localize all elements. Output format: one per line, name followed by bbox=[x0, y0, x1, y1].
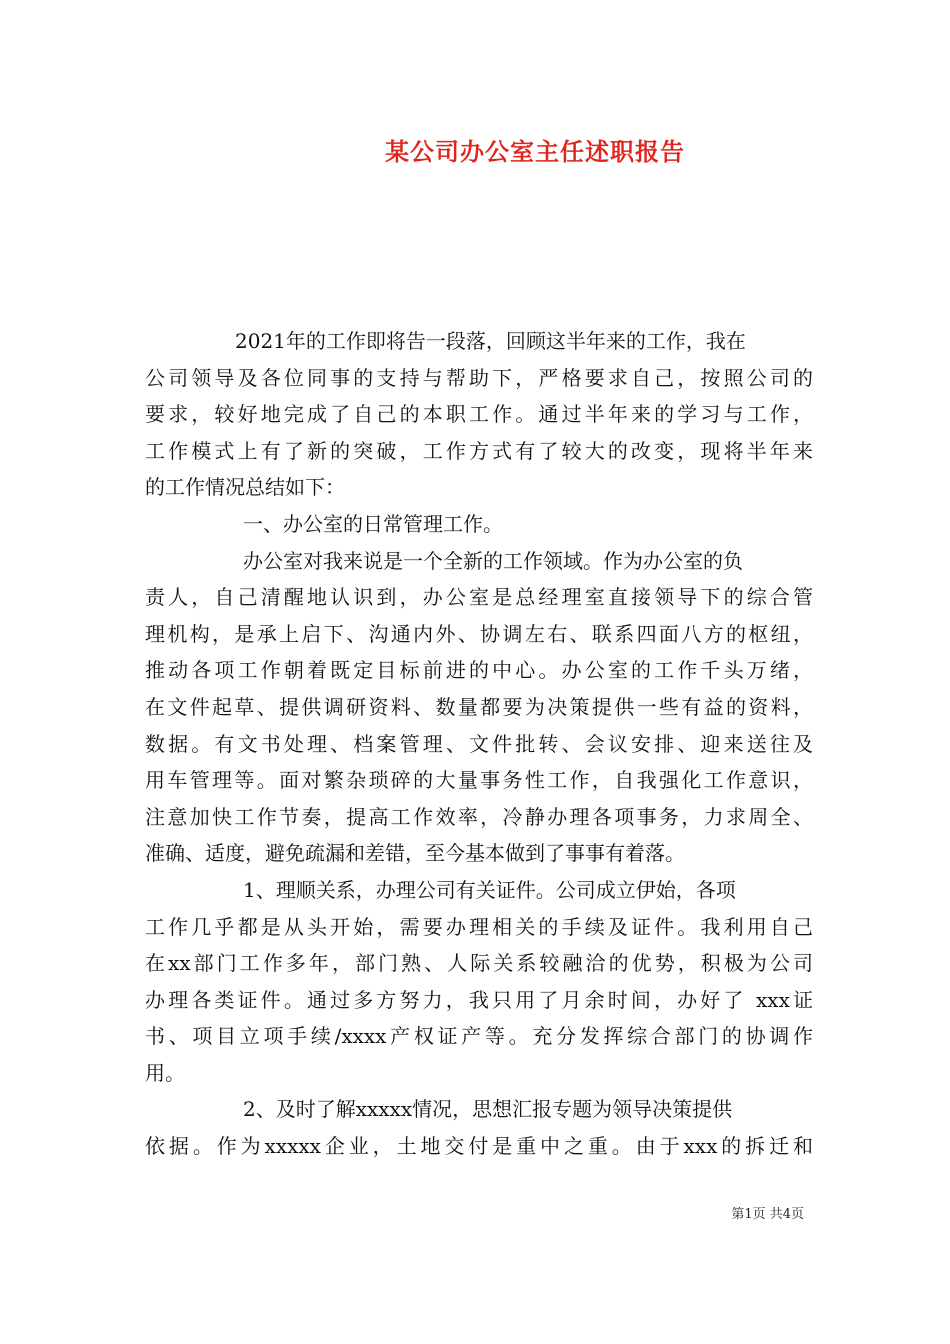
document-title: 某公司办公室主任述职报告 bbox=[385, 137, 685, 166]
paragraph-line: 推动各项工作朝着既定目标前进的中心。办公室的工作千头万绪， bbox=[145, 658, 813, 683]
page-footer: 第1页 共4页 bbox=[731, 1207, 804, 1222]
paragraph-line: 用车管理等。面对繁杂琐碎的大量事务性工作，自我强化工作意识， bbox=[145, 768, 813, 793]
paragraph-line: 工作几乎都是从头开始，需要办理相关的手续及证件。我利用自己 bbox=[145, 914, 813, 939]
paragraph-line: 准确、适度，避免疏漏和差错，至今基本做到了事事有着落。 bbox=[145, 841, 685, 866]
paragraph-line: 要求，较好地完成了自己的本职工作。通过半年来的学习与工作， bbox=[145, 402, 813, 427]
paragraph-line: 工作模式上有了新的突破，工作方式有了较大的改变，现将半年来 bbox=[145, 438, 813, 463]
paragraph-line: 办理各类证件。通过多方努力，我只用了月余时间，办好了 xxx证 bbox=[145, 987, 813, 1012]
document-body bbox=[145, 323, 813, 1165]
paragraph-line: 公司领导及各位同事的支持与帮助下，严格要求自己，按照公司的 bbox=[145, 365, 813, 390]
paragraph-line: 在文件起草、提供调研资料、数量都要为决策提供一些有益的资料， bbox=[145, 694, 813, 719]
paragraph-line: 用。 bbox=[145, 1060, 185, 1085]
paragraph-line: 1、理顺关系，办理公司有关证件。公司成立伊始，各项 bbox=[243, 877, 736, 902]
paragraph-line: 理机构，是承上启下、沟通内外、协调左右、联系四面八方的枢纽， bbox=[145, 621, 813, 646]
paragraph-line: 在xx部门工作多年，部门熟、人际关系较融洽的优势，积极为公司 bbox=[145, 951, 813, 976]
paragraph-line: 的工作情况总结如下： bbox=[145, 475, 345, 500]
section-heading: 一、办公室的日常管理工作。 bbox=[243, 511, 503, 536]
paragraph-line: 书、项目立项手续/xxxx产权证产等。充分发挥综合部门的协调作 bbox=[145, 1024, 813, 1049]
paragraph-line: 依据。作为xxxxx企业，土地交付是重中之重。由于xxx的拆迁和 bbox=[145, 1134, 813, 1159]
paragraph-line: 责人，自己清醒地认识到，办公室是总经理室直接领导下的综合管 bbox=[145, 585, 813, 610]
paragraph-line: 2、及时了解xxxxx情况，思想汇报专题为领导决策提供 bbox=[243, 1097, 733, 1122]
paragraph-line: 办公室对我来说是一个全新的工作领域。作为办公室的负 bbox=[243, 548, 743, 573]
paragraph-line: 数据。有文书处理、档案管理、文件批转、会议安排、迎来送往及 bbox=[145, 731, 813, 756]
paragraph-line: 2021年的工作即将告一段落，回顾这半年来的工作，我在 bbox=[235, 329, 746, 353]
paragraph-line: 注意加快工作节奏，提高工作效率，冷静办理各项事务，力求周全、 bbox=[145, 804, 813, 829]
